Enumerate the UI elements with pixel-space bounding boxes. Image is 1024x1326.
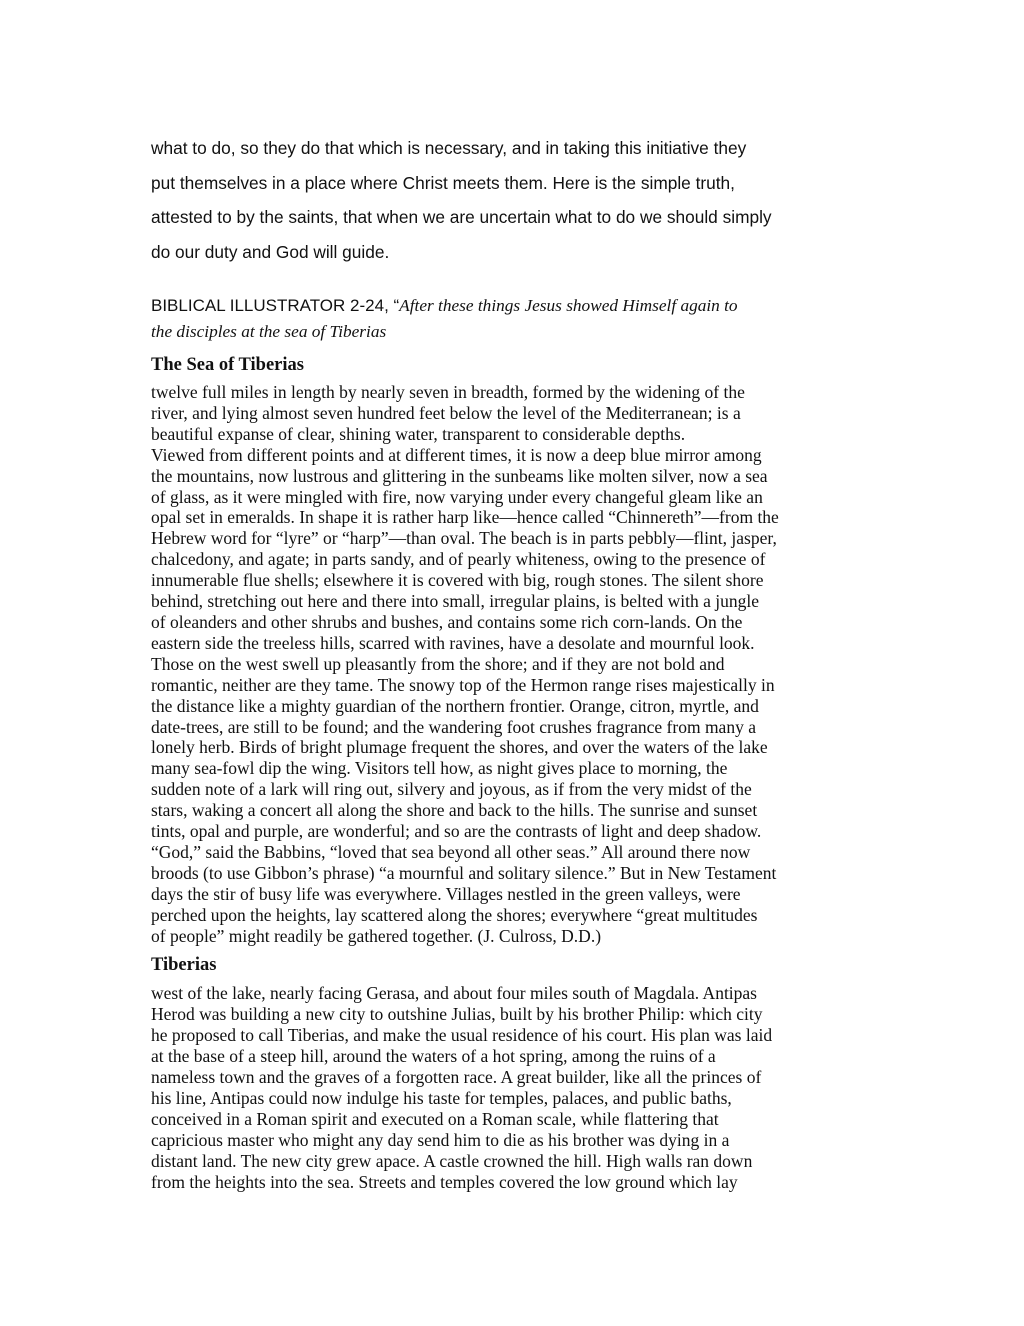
text-line: capricious master who might any day send him to die as his brother was dying in a — [151, 1129, 730, 1150]
text-line: Herod was building a new city to outshine Julias, built by his brother Philip: which city — [151, 1004, 763, 1025]
text-line: broods (to use Gibbon’s phrase) “a mournful and solitary silence.” But in New Testament — [151, 862, 777, 883]
text-line: west of the lake, nearly facing Gerasa, and about four miles south of Magdala. Antipas — [151, 983, 757, 1004]
section-paragraph-tiberias — [151, 983, 877, 1192]
text-line: chalcedony, and agate; in parts sandy, and of pearly whiteness, owing to the presence of — [151, 549, 766, 570]
text-line: Hebrew word for “lyre” or “harp”—than oval. The beach is in parts pebbly—flint, jasper, — [151, 528, 777, 549]
text-line: his line, Antipas could now indulge his taste for temples, palaces, and public baths, — [151, 1088, 732, 1108]
text-line: Viewed from different points and at different times, it is now a deep blue mirror among — [151, 444, 762, 465]
text-line: sudden note of a lark will ring out, silvery and joyous, as if from the very midst of the — [151, 779, 752, 800]
text-line: tints, opal and purple, are wonderful; and so are the contrasts of light and deep shadow. — [151, 821, 762, 842]
text-line: lonely herb. Birds of bright plumage frequent the shores, and over the waters of the lake — [151, 737, 768, 758]
lead-line: put themselves in a place where Christ meets them. Here is the simple truth, — [151, 172, 735, 193]
text-line: days the stir of busy life was everywhere. Villages nestled in the green valleys, were — [151, 883, 741, 904]
text-line: of people” might readily be gathered together. (J. Culross, D.D.) — [151, 925, 602, 946]
text-line: beautiful expanse of clear, shining water, transparent to considerable depths. — [151, 423, 686, 444]
lead-paragraph — [151, 131, 877, 269]
text-line: Those on the west swell up pleasantly from the shore; and if they are not bold and — [151, 653, 725, 674]
text-line: eastern side the treeless hills, scarred with ravines, have a desolate and mournful look. — [151, 632, 755, 653]
text-line: “God,” said the Babbins, “loved that sea beyond all other seas.” All around there now — [151, 841, 751, 862]
text-line: he proposed to call Tiberias, and make the usual residence of his court. His plan was laid — [151, 1025, 773, 1046]
text-line: conceived in a Roman spirit and executed on a Roman scale, while flattering that — [151, 1108, 719, 1129]
text-line: river, and lying almost seven hundred feet below the level of the Mediterranean; is a — [151, 402, 741, 423]
text-line: many sea-fowl dip the wing. Visitors tell how, as night gives place to morning, the — [151, 758, 728, 779]
text-line: twelve full miles in length by nearly seven in breadth, formed by the widening of the — [151, 382, 745, 402]
text-line: at the base of a steep hill, around the waters of a hot spring, among the ruins of a — [151, 1046, 716, 1067]
lead-line: attested to by the saints, that when we are uncertain what to do we should simply — [151, 207, 772, 227]
text-line: behind, stretching out here and there into small, irregular plains, is belted with a jungle — [151, 591, 759, 612]
lead-line: do our duty and God will guide. — [151, 241, 390, 262]
text-line: stars, waking a concert all along the shore and back to the hills. The sunrise and sunset — [151, 800, 758, 821]
text-line: distant land. The new city grew apace. A castle crowned the hill. High walls ran down — [151, 1150, 753, 1171]
section-paragraph-sea-of-tiberias — [151, 382, 877, 946]
text-line: the mountains, now lustrous and glittering in the sunbeams like molten silver, now a sea — [151, 465, 768, 486]
section-heading-sea-of-tiberias: The Sea of Tiberias — [151, 355, 304, 375]
source-line-1 — [151, 293, 877, 319]
text-line: nameless town and the graves of a forgotten race. A great builder, like all the princes of — [151, 1067, 762, 1088]
source-separator: , “ — [384, 296, 400, 315]
section-heading-tiberias: Tiberias — [151, 955, 217, 976]
page-content — [151, 131, 877, 1193]
text-line: from the heights into the sea. Streets and temples covered the low ground which lay — [151, 1171, 738, 1192]
source-citation — [151, 293, 877, 345]
source-label: BIBLICAL ILLUSTRATOR 2-24 — [151, 296, 385, 315]
text-line: date-trees, are still to be found; and the wandering foot crushes fragrance from many a — [151, 716, 756, 737]
text-line: perched upon the heights, lay scattered along the shores; everywhere “great multitudes — [151, 904, 758, 925]
text-line: the distance like a mighty guardian of the northern frontier. Orange, citron, myrtle, and — [151, 695, 759, 716]
source-quote-1: After these things Jesus showed Himself again to — [399, 296, 738, 315]
lead-line: what to do, so they do that which is necessary, and in taking this initiative they — [151, 138, 747, 158]
text-line: of oleanders and other shrubs and bushes, and contains some rich corn-lands. On the — [151, 611, 743, 632]
text-line: opal set in emeralds. In shape it is rather harp like—hence called “Chinnereth”—from the — [151, 507, 779, 528]
text-line: innumerable flue shells; elsewhere it is covered with big, rough stones. The silent shore — [151, 570, 764, 591]
text-line: romantic, neither are they tame. The snowy top of the Hermon range rises majestically in — [151, 674, 775, 695]
text-line: of glass, as it were mingled with fire, now varying under every changeful gleam like an — [151, 486, 763, 507]
source-quote-2: the disciples at the sea of Tiberias — [151, 322, 387, 341]
